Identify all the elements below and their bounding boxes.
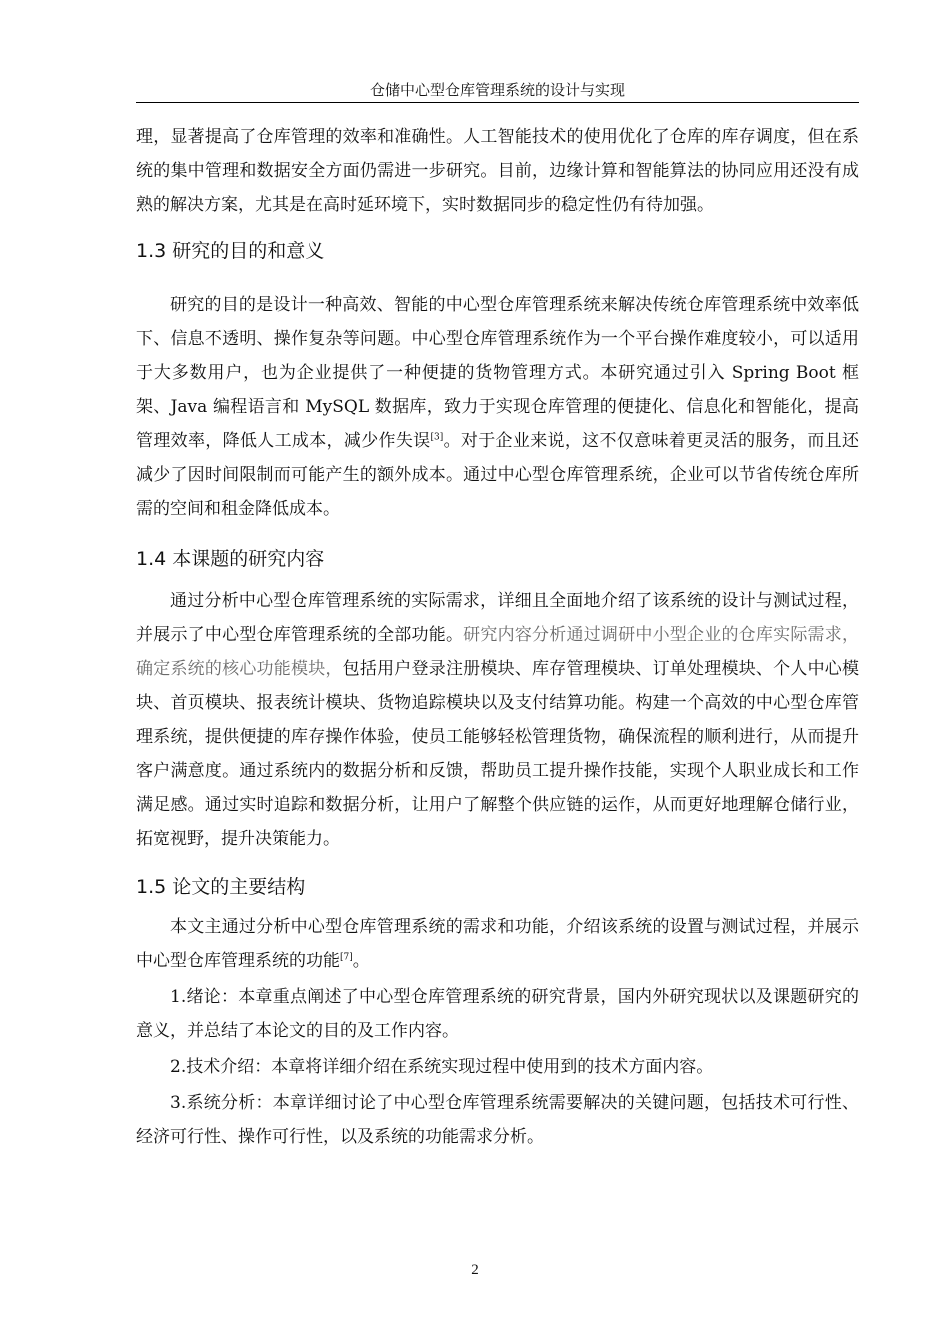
section-1-3-text-after-citation: 。对于企业来说，这不仅意味着更灵活的服务，而且还减少了因时间限制而可能产生的额外成本。通过中心型仓库管理系统，企业可以节省传统仓库所需的空间和租金降低成本。 [136,431,860,519]
section-1-4-text-gray: 研究内容分析通过调研中小型企业的仓库实际需求，确定系统的核心功能模块， [136,625,860,679]
page-body [136,120,859,1154]
intro-paragraph: 理，显著提高了仓库管理的效率和准确性。人工智能技术的使用优化了仓库的库存调度，但在系统的集中管理和数据安全方面仍需进一步研究。目前，边缘计算和智能算法的协同应用还没有成熟的解决方案，尤其是在高时延环境下，实时数据同步的稳定性仍有待加强。 [136,127,859,215]
chapter-item-1: 1.绪论：本章重点阐述了中心型仓库管理系统的研究背景，国内外研究现状以及课题研究的意义，并总结了本论文的目的及工作内容。 [136,987,859,1041]
citation-3: [3] [430,432,444,443]
chapter-item-3: 3.系统分析：本章详细讨论了中心型仓库管理系统需要解决的关键问题，包括技术可行性、经济可行性、操作可行性，以及系统的功能需求分析。 [136,1093,859,1147]
section-heading-1-5: 1.5 论文的主要结构 [136,876,306,898]
section-1-5-text-after-citation: 。 [352,951,370,971]
section-heading-1-4: 1.4 本课题的研究内容 [136,548,325,570]
running-header: 仓储中心型仓库管理系统的设计与实现 [136,78,859,103]
section-heading-1-3: 1.3 研究的目的和意义 [136,240,325,262]
section-1-5-paragraph [136,910,859,978]
section-1-3-paragraph [136,288,859,526]
section-1-4-paragraph [136,584,859,856]
section-1-4-text-part3: 包括用户登录注册模块、库存管理模块、订单处理模块、个人中心模块、首页模块、报表统计模块、货物追踪模块以及支付结算功能。构建一个高效的中心型仓库管理系统，提供便捷的库存操作体验，使员工能够轻松管理货物，确保流程的顺利进行，从而提升客户满意度。通过系统内的数据分析和反馈，帮助员工提升操作技能，实现个人职业成长和工作满足感。通过实时追踪和数据分析，让用户了解整个供应链的运作，从而更好地理解仓储行业，拓宽视野，提升决策能力。 [136,659,860,849]
section-1-5-text-before-citation: 本文主通过分析中心型仓库管理系统的需求和功能，介绍该系统的设置与测试过程，并展示中心型仓库管理系统的功能 [136,917,859,971]
section-1-3-text-before-citation: 研究的目的是设计一种高效、智能的中心型仓库管理系统来解决传统仓库管理系统中效率低下、信息不透明、操作复杂等问题。中心型仓库管理系统作为一个平台操作难度较小，可以适用于大多数用户，也为企业提供了一种便捷的货物管理方式。本研究通过引入 Spring Boot 框架、Java 编程语言和 MySQL 数据库，致力于实现仓库管理的便捷化、信息化和智能化，提高管理效率，降低人工成本，减少作失误 [136,295,859,451]
citation-7: [7] [340,952,353,963]
chapter-item-2: 2.技术介绍：本章将详细介绍在系统实现过程中使用到的技术方面内容。 [170,1057,714,1077]
page-number: 2 [471,1262,479,1278]
section-1-4-text-part1: 通过分析中心型仓库管理系统的实际需求，详细且全面地介绍了该系统的设计与测试过程，并展示了中心型仓库管理系统的全部功能。 [136,591,859,645]
